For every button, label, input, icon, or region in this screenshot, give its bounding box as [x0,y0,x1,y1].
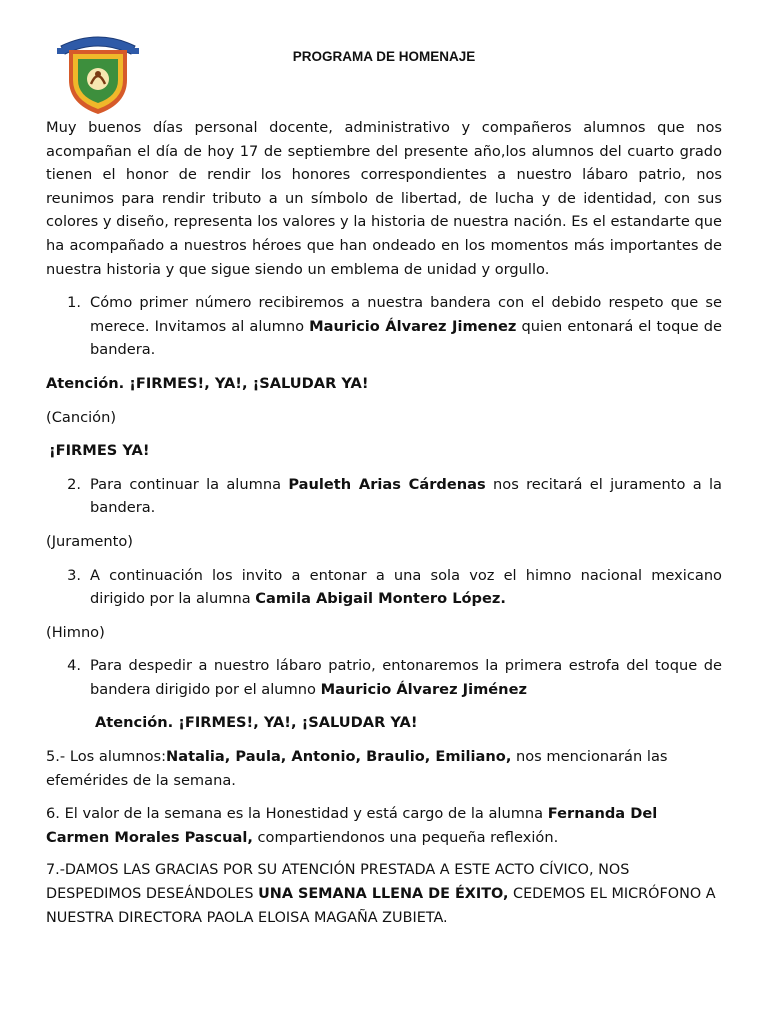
item-number: 2. [67,475,81,493]
program-item-1 [46,291,722,362]
item-text-a: Para despedir a nuestro lábaro patrio, entonaremos la primera estrofa del toque de bandera dirigido por el alumno [90,657,722,698]
item-text-b: compartiendonos una pequeña reflexión. [252,828,559,846]
document-body [46,116,722,940]
item-text-a: Para continuar la alumna [90,475,289,493]
program-item-2 [46,473,722,520]
song-note: (Canción) [46,408,117,426]
item-text: nos mencionarán las efemérides de la semana. [46,748,668,789]
item-number: 4. [67,657,81,675]
item-number: 3. [67,566,81,584]
item-text-a: 6. El valor de la semana es la Honestidad y está cargo de la alumna [46,805,548,823]
program-item-7 [46,859,722,930]
item-text [90,473,722,520]
program-item-3 [46,564,722,611]
attention-command: Atención. ¡FIRMES!, YA!, ¡SALUDAR YA! [46,374,369,392]
item-text-b: nos recitará el juramento a la bandera. [90,475,722,517]
program-item-5 [46,745,722,792]
student-name: Mauricio Álvarez Jimenez [309,317,517,335]
item-text-a: 7.-DAMOS LAS GRACIAS POR SU ATENCIÓN PRESTADA A ESTE ACTO CÍVICO, NOS DESPEDIMOS DESEÁNDOLES [46,862,630,903]
intro-paragraph: Muy buenos días personal docente, administrativo y compañeros alumnos que nos acompañan el día de hoy 17 de septiembre del presente año,los alumnos del cuarto grado tienen el honor de rendir los honores correspondientes a nuestro lábaro patrio, nos reunimos para rendir tributo a un símbolo de libertad, de lucha y de identidad, con sus colores y diseño, representa los valores y la historia de nuestra nación. Es el estandarte que ha acompañado a nuestros héroes que han ondeado en los momentos más importantes de nuestra historia y que sigue siendo un emblema de unidad y orgullo. [46,119,722,278]
item-text-a: Cómo primer número recibiremos a nuestra bandera con el debido respeto que se merece. Invitamos al alumno [90,294,722,335]
student-name: Camila Abigail Montero López. [255,590,506,608]
item-number: 1. [67,294,81,312]
item-prefix: 5.- Los alumnos: [46,748,167,766]
item-text [90,564,722,611]
student-name: Pauleth Arias Cárdenas [288,475,486,493]
school-crest-logo [55,24,141,116]
program-item-4 [46,654,722,701]
anthem-note: (Himno) [46,623,105,641]
page-title: PROGRAMA DE HOMENAJE [292,49,476,64]
item-text-b: quien entonará el toque de bandera. [90,317,722,359]
student-name: Mauricio Álvarez Jiménez [320,680,527,698]
item-text-a: A continuación los invito a entonar a una sola voz el himno nacional mexicano dirigido por la alumna [90,566,722,608]
program-item-6 [46,802,722,849]
attention-command-2: Atención. ¡FIRMES!, YA!, ¡SALUDAR YA! [95,714,418,732]
item-text [90,654,722,701]
oath-note: (Juramento) [46,532,133,550]
item-text [90,291,722,362]
student-name: Fernanda Del Carmen Morales Pascual, [46,805,658,846]
item-text-b: CEDEMOS EL MICRÓFONO A NUESTRA DIRECTORA PAOLA ELOISA MAGAÑA ZUBIETA. [46,886,716,926]
student-names: Natalia, Paula, Antonio, Braulio, Emiliano, [166,748,512,766]
closing-wish: UNA SEMANA LLENA DE ÉXITO, [258,886,509,903]
firmes-command: ¡FIRMES YA! [49,442,150,460]
